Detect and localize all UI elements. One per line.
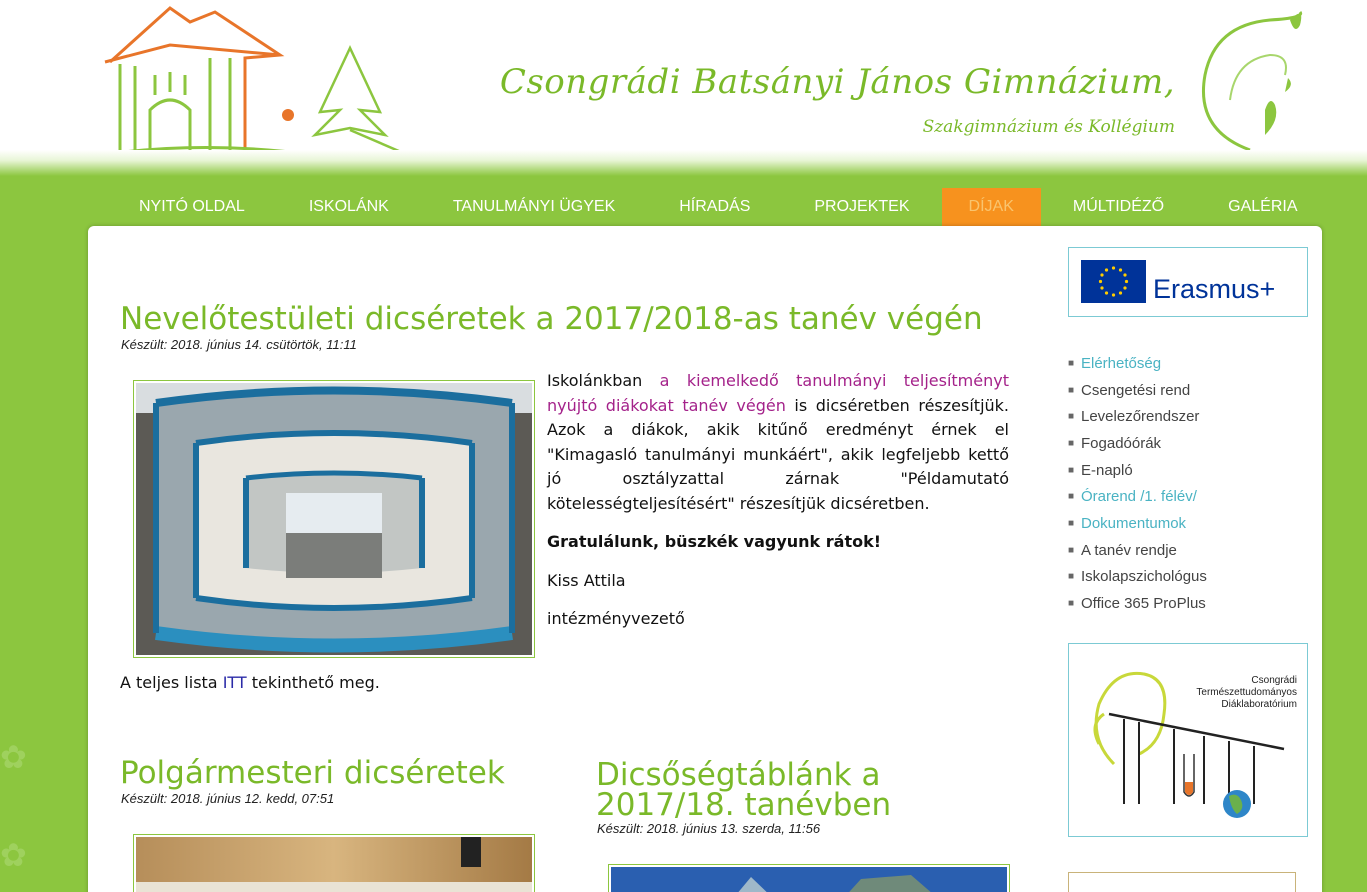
sidebar-link-school-year[interactable] (1068, 537, 1308, 564)
sidebar-link-label: Dokumentumok (1081, 514, 1187, 532)
site-title: Csongrádi Batsányi János Gimnázium, (499, 62, 1175, 102)
sidebar-link-label: Órarend /1. félév/ (1081, 488, 1197, 506)
article-photo[interactable] (133, 380, 535, 658)
sidebar-link-bell-schedule[interactable] (1068, 377, 1308, 404)
site-subtitle: Szakgimnázium és Kollégium (922, 117, 1175, 137)
sidebar-link-contact[interactable] (1068, 350, 1308, 377)
text-span: A teljes lista (120, 673, 223, 692)
sidebar-links (1068, 350, 1308, 617)
sidebar-link-psychologist[interactable] (1068, 564, 1308, 591)
article-photo[interactable] (608, 864, 1010, 892)
full-list-text (120, 673, 380, 692)
full-list-link[interactable]: ITT (222, 673, 247, 692)
atrium-photo-image (136, 383, 532, 655)
sidebar-link-label: E-napló (1081, 461, 1133, 479)
flower-decoration: ✿ (0, 836, 27, 874)
sidebar-link-e-diary[interactable] (1068, 457, 1308, 484)
sidebar-link-label: Iskolapszichológus (1081, 568, 1207, 586)
tetlab-caption-line: Csongrádi (1251, 675, 1297, 686)
article-title[interactable]: Dicsőségtáblánk a 2017/18. tanévben (596, 757, 892, 823)
bullet-icon: ■ (1068, 544, 1075, 556)
header-edge (0, 150, 1367, 176)
article-paragraph (547, 369, 1009, 516)
erasmus-label: Erasmus+ (1153, 274, 1276, 304)
nav-item-news[interactable]: HÍRADÁS (679, 198, 751, 215)
bullet-icon: ■ (1068, 571, 1075, 583)
article-meta: Készült: 2018. június 13. szerda, 11:56 (597, 821, 821, 836)
article-meta: Készült: 2018. június 14. csütörtök, 11:11 (121, 337, 357, 352)
bullet-icon: ■ (1068, 357, 1075, 369)
bullet-icon: ■ (1068, 464, 1075, 476)
bullet-icon: ■ (1068, 491, 1075, 503)
nav-item-home[interactable]: NYITÓ OLDAL (139, 198, 245, 215)
school-logo[interactable] (95, 0, 435, 165)
flower-decoration: ✿ (0, 738, 27, 776)
decorative-swirl (1190, 0, 1320, 165)
nav-item-studies[interactable]: TANULMÁNYI ÜGYEK (452, 198, 616, 215)
tetlab-logo (1069, 644, 1307, 836)
congratulation-text: Gratulálunk, büszkék vagyunk rátok! (547, 532, 882, 551)
nav-item-school[interactable]: ISKOLÁNK (308, 198, 389, 215)
erasmus-banner[interactable] (1068, 247, 1308, 317)
tetlab-caption-line: Természettudományos (1196, 687, 1297, 698)
sidebar-link-documents[interactable] (1068, 510, 1308, 537)
article-title[interactable]: Nevelőtestületi dicséretek a 2017/2018-as tanév végén (120, 301, 983, 337)
nav-item-projects[interactable]: PROJEKTEK (814, 198, 910, 215)
ceremony-photo-image (136, 837, 532, 892)
bullet-icon: ■ (1068, 411, 1075, 423)
nav-item-awards[interactable]: DÍJAK (942, 188, 1041, 226)
text-span: is dicséretben részesítjük. Azok a diákok, akik kitűnő eredményt érnek el "Kimagasló tanulmányi munkáért", akik legfeljebb kettő jó osztályzattal zárnak "Példamutató kötelességteljesítésért" részesítjük dicséretben. (547, 395, 1010, 513)
bullet-icon: ■ (1068, 384, 1075, 396)
sidebar-link-label: A tanév rendje (1081, 541, 1177, 559)
sidebar-link-label: Office 365 ProPlus (1081, 595, 1206, 613)
bullet-icon: ■ (1068, 517, 1075, 529)
tetlab-caption (1167, 675, 1297, 711)
nav-item-gallery[interactable]: GALÉRIA (1228, 198, 1298, 215)
sidebar-link-label: Elérhetőség (1081, 354, 1162, 372)
author-name: Kiss Attila (547, 570, 626, 590)
sidebar-link-label: Csengetési rend (1081, 381, 1191, 399)
sidebar-box[interactable] (1068, 872, 1296, 892)
sidebar-link-timetable[interactable] (1068, 483, 1308, 510)
bullet-icon: ■ (1068, 598, 1075, 610)
eu-flag-icon (1081, 260, 1146, 303)
building-photo-image (611, 867, 1007, 892)
sidebar-link-mail[interactable] (1068, 403, 1308, 430)
tetlab-banner[interactable] (1068, 643, 1308, 837)
highlighted-text: a kiemelkedő tanulmányi teljesítményt nyújtó diákokat tanév végén (547, 371, 1009, 415)
sidebar-link-label: Fogadóórák (1081, 434, 1162, 452)
site-header (0, 0, 1367, 168)
article-body (547, 369, 1009, 646)
sidebar-link-office365[interactable] (1068, 590, 1308, 617)
article-title[interactable]: Polgármesteri dicséretek (120, 755, 505, 791)
text-span: Iskolánkban (547, 371, 660, 390)
author-role: intézményvezető (547, 609, 685, 628)
sidebar-link-label: Levelezőrendszer (1081, 408, 1200, 426)
text-span: tekinthető meg. (246, 673, 380, 692)
sidebar-link-office-hours[interactable] (1068, 430, 1308, 457)
bullet-icon: ■ (1068, 437, 1075, 449)
article-photo[interactable] (133, 834, 535, 892)
article-meta: Készült: 2018. június 12. kedd, 07:51 (121, 791, 335, 806)
main-nav (107, 188, 1329, 226)
nav-item-history[interactable]: MÚLTIDÉZŐ (1072, 198, 1165, 215)
tetlab-caption-line: Diáklaboratórium (1221, 699, 1297, 710)
